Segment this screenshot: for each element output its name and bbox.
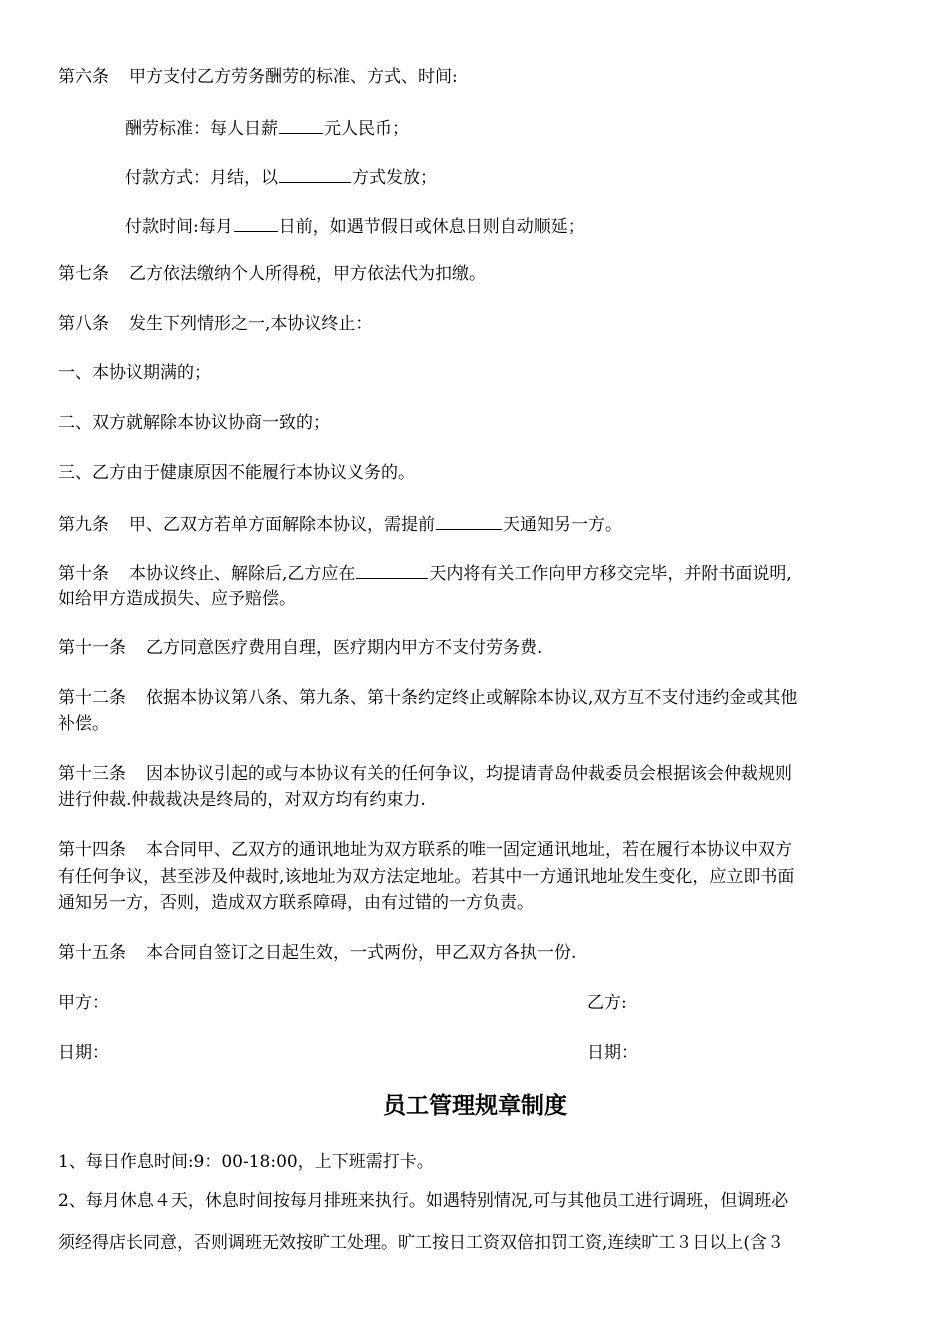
article-12-text: 依据本协议第八条、第九条、第十条约定终止或解除本协议,双方互不支付违约金或其他 <box>146 688 798 708</box>
article-12-title: 第十二条 <box>58 688 126 708</box>
article-10-text-b: 天内将有关工作向甲方移交完毕，并附书面说明, <box>429 564 792 584</box>
article-11-text: 乙方同意医疗费用自理，医疗期内甲方不支付劳务费. <box>146 638 543 658</box>
pay-standard-label: 酬劳标准：每人日薪 <box>125 119 278 139</box>
pay-time-label: 付款时间:每月 <box>125 217 233 237</box>
article-14-text: 本合同甲、乙双方的通讯地址为双方联系的唯一固定通讯地址，若在履行本协议中双方 <box>146 840 792 860</box>
article-8-item-1: 一、本协议期满的； <box>58 363 211 383</box>
article-10-title: 第十条 <box>58 564 109 584</box>
pay-day-blank[interactable] <box>234 214 278 232</box>
party-a-signature: 甲方： <box>58 993 109 1013</box>
article-15-title: 第十五条 <box>58 943 126 963</box>
rules-item-2-line-2: 须经得店长同意，否则调班无效按旷工处理。旷工按日工资双倍扣罚工资,连续旷工３日以上(含３ <box>58 1233 785 1253</box>
pay-method-label: 付款方式：月结，以 <box>125 168 278 188</box>
article-7-title: 第七条 <box>58 264 109 284</box>
article-8-title: 第八条 <box>58 314 109 334</box>
pay-time-line <box>125 214 585 238</box>
article-10 <box>58 561 792 585</box>
article-6-text: 甲方支付乙方劳务酬劳的标准、方式、时间: <box>129 67 458 87</box>
article-8-item-3: 三、乙方由于健康原因不能履行本协议义务的。 <box>58 463 415 483</box>
article-8-text: 发生下列情形之一,本协议终止： <box>129 314 373 334</box>
pay-method-blank[interactable] <box>279 165 351 183</box>
article-14-line-2: 有任何争议，甚至涉及仲裁时,该地址为双方法定地址。若其中一方通讯地址发生变化，应立即书面 <box>58 867 795 887</box>
article-13-text: 因本协议引起的或与本协议有关的任何争议，均提请青岛仲裁委员会根据该会仲裁规则 <box>146 764 792 784</box>
article-10-line-2: 如给甲方造成损失、应予赔偿。 <box>58 589 296 609</box>
article-12 <box>58 687 797 709</box>
article-11-title: 第十一条 <box>58 638 126 658</box>
pay-time-suffix: 日前，如遇节假日或休息日则自动顺延； <box>278 217 585 237</box>
daily-wage-blank[interactable] <box>279 116 323 134</box>
article-9-text-b: 天通知另一方。 <box>503 515 622 535</box>
article-8-item-2: 二、双方就解除本协议协商一致的； <box>58 413 330 433</box>
pay-method-line <box>125 165 437 189</box>
party-b-signature: 乙方: <box>587 993 627 1013</box>
party-b-date: 日期： <box>587 1043 638 1063</box>
article-15 <box>58 942 576 964</box>
article-14 <box>58 839 792 861</box>
article-9-text-a: 甲、乙双方若单方面解除本协议，需提前 <box>129 515 435 535</box>
article-12-line-2: 补偿。 <box>58 714 109 734</box>
article-7 <box>58 263 486 285</box>
pay-method-suffix: 方式发放； <box>352 168 437 188</box>
article-11 <box>58 637 542 659</box>
article-13-line-2: 进行仲裁.仲裁裁决是终局的，对双方均有约束力. <box>58 790 426 810</box>
article-6 <box>58 66 458 88</box>
handover-days-blank[interactable] <box>356 561 428 579</box>
rules-item-1: 1、每日作息时间:9：00-18:00，上下班需打卡。 <box>58 1152 434 1172</box>
article-14-title: 第十四条 <box>58 840 126 860</box>
article-15-text: 本合同自签订之日起生效，一式两份，甲乙双方各执一份. <box>146 943 577 963</box>
article-14-line-3: 通知另一方，否则，造成双方联系障碍，由有过错的一方负责。 <box>58 893 534 913</box>
article-6-title: 第六条 <box>58 67 109 87</box>
rules-title: 员工管理规章制度 <box>383 1093 567 1119</box>
article-9-title: 第九条 <box>58 515 109 535</box>
article-9 <box>58 512 622 536</box>
article-7-text: 乙方依法缴纳个人所得税，甲方依法代为扣缴。 <box>129 264 486 284</box>
pay-standard-line <box>125 116 409 140</box>
article-13 <box>58 763 792 785</box>
party-a-date: 日期： <box>58 1043 109 1063</box>
pay-standard-unit: 元人民币； <box>324 119 409 139</box>
article-13-title: 第十三条 <box>58 764 126 784</box>
rules-item-2: 2、每月休息４天，休息时间按每月排班来执行。如遇特别情况,可与其他员工进行调班，但调班必 <box>58 1191 789 1211</box>
notice-days-blank[interactable] <box>436 512 502 530</box>
article-10-text-a: 本协议终止、解除后,乙方应在 <box>129 564 356 584</box>
article-8 <box>58 313 372 335</box>
